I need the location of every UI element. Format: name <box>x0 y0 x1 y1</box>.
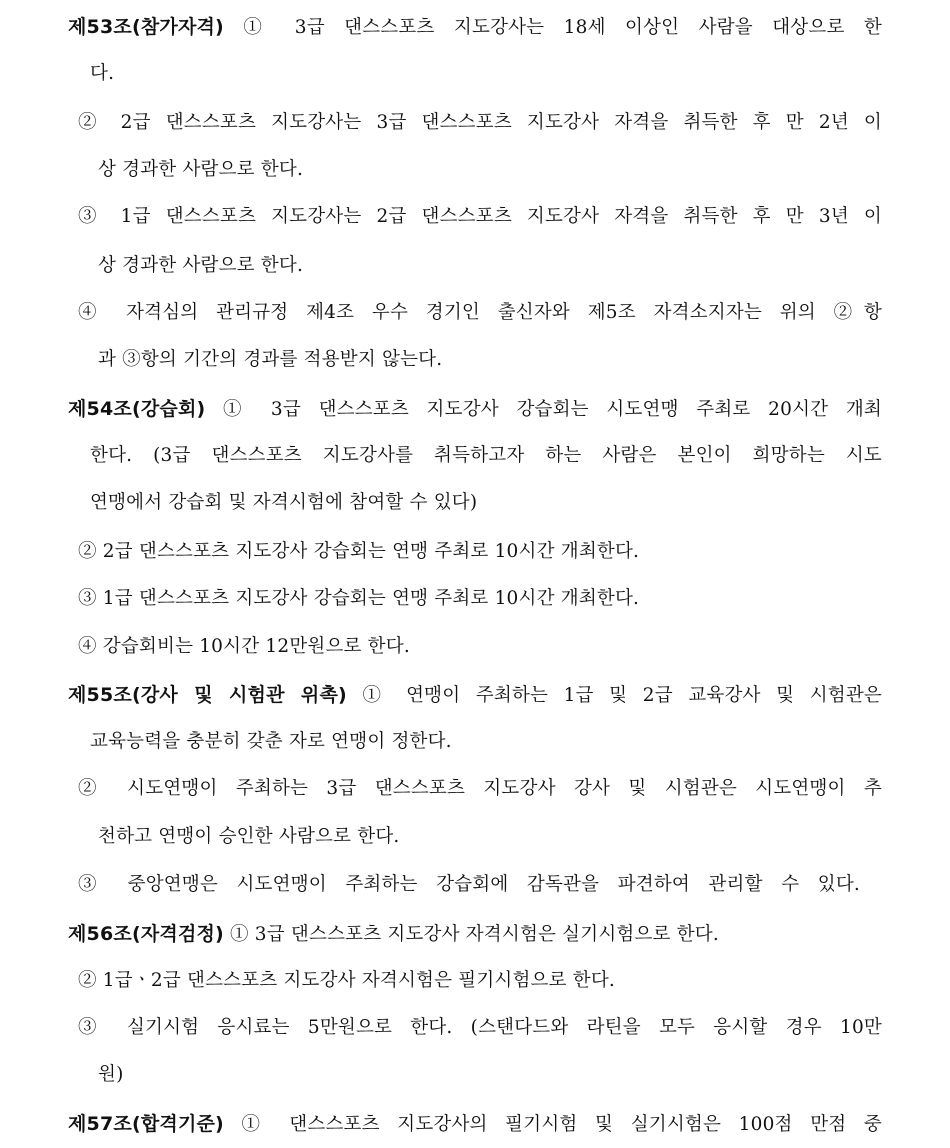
article-53-line-6: 상 경과한 사람으로 한다. <box>98 255 304 276</box>
article-55-line-1 <box>68 683 882 708</box>
article-53-heading: 제53조(참가자격) <box>68 16 224 38</box>
article-54-line-3: 연맹에서 강습회 및 자격시험에 참여할 수 있다) <box>90 492 478 513</box>
article-54-line-5: ③ 1급 댄스스포츠 지도강사 강습회는 연맹 주최로 10시간 개최한다. <box>78 588 640 609</box>
article-53-line-5: ③ 1급 댄스스포츠 지도강사는 2급 댄스스포츠 지도강사 자격을 취득한 후 만 3년 이 <box>78 206 882 227</box>
article-54-heading: 제54조(강습회) <box>68 398 206 420</box>
article-54-line-1 <box>68 397 882 422</box>
article-56-line-2: ② 1급ㆍ2급 댄스스포츠 지도강사 자격시험은 필기시험으로 한다. <box>78 970 615 991</box>
article-53-line-7: ④ 자격심의 관리규정 제4조 우수 경기인 출신자와 제5조 자격소지자는 위의 ②항 <box>78 302 882 323</box>
article-55-line-5: ③ 중앙연맹은 시도연맹이 주최하는 강습회에 감독관을 파견하여 관리할 수 있다. <box>78 874 860 895</box>
article-55-heading: 제55조(강사 및 시험관 위촉) <box>68 684 347 706</box>
article-54-line-2: 한다. (3급 댄스스포츠 지도강사를 취득하고자 하는 사람은 본인이 희망하는 시도 <box>90 445 882 466</box>
article-55-clause-1-text: ① 연맹이 주최하는 1급 및 2급 교육강사 및 시험관은 <box>362 685 883 706</box>
article-53-line-2: 다. <box>90 63 115 84</box>
article-56-heading: 제56조(자격검정) <box>68 923 224 945</box>
article-53-line-1 <box>68 15 882 40</box>
article-55-line-3: ② 시도연맹이 주최하는 3급 댄스스포츠 지도강사 강사 및 시험관은 시도연맹이 추 <box>78 778 882 799</box>
article-56-line-1 <box>68 922 719 947</box>
article-54-clause-1-text: ① 3급 댄스스포츠 지도강사 강습회는 시도연맹 주최로 20시간 개최 <box>223 399 882 420</box>
article-56-line-3: ③ 실기시험 응시료는 5만원으로 한다. (스탠다드와 라틴을 모두 응시할 경우 10만 <box>78 1017 882 1038</box>
article-57-line-1 <box>68 1112 882 1137</box>
article-56-line-4: 원) <box>98 1064 124 1085</box>
article-53-line-8: 과 ③항의 기간의 경과를 적용받지 않는다. <box>98 349 443 370</box>
article-53-line-4: 상 경과한 사람으로 한다. <box>98 159 304 180</box>
article-54-line-4: ② 2급 댄스스포츠 지도강사 강습회는 연맹 주최로 10시간 개최한다. <box>78 541 640 562</box>
article-54-line-6: ④ 강습회비는 10시간 12만원으로 한다. <box>78 636 410 657</box>
article-57-heading: 제57조(합격기준) <box>68 1113 224 1135</box>
article-55-line-2: 교육능력을 충분히 갖춘 자로 연맹이 정한다. <box>90 731 452 752</box>
article-53-clause-1-text: ① 3급 댄스스포츠 지도강사는 18세 이상인 사람을 대상으로 한 <box>243 17 882 38</box>
article-56-clause-1-text: ① 3급 댄스스포츠 지도강사 자격시험은 실기시험으로 한다. <box>230 924 719 945</box>
article-55-line-4: 천하고 연맹이 승인한 사람으로 한다. <box>98 826 400 847</box>
article-57-clause-1-text: ① 댄스스포츠 지도강사의 필기시험 및 실기시험은 100점 만점 중 <box>241 1114 882 1135</box>
article-53-line-3: ② 2급 댄스스포츠 지도강사는 3급 댄스스포츠 지도강사 자격을 취득한 후 만 2년 이 <box>78 112 882 133</box>
